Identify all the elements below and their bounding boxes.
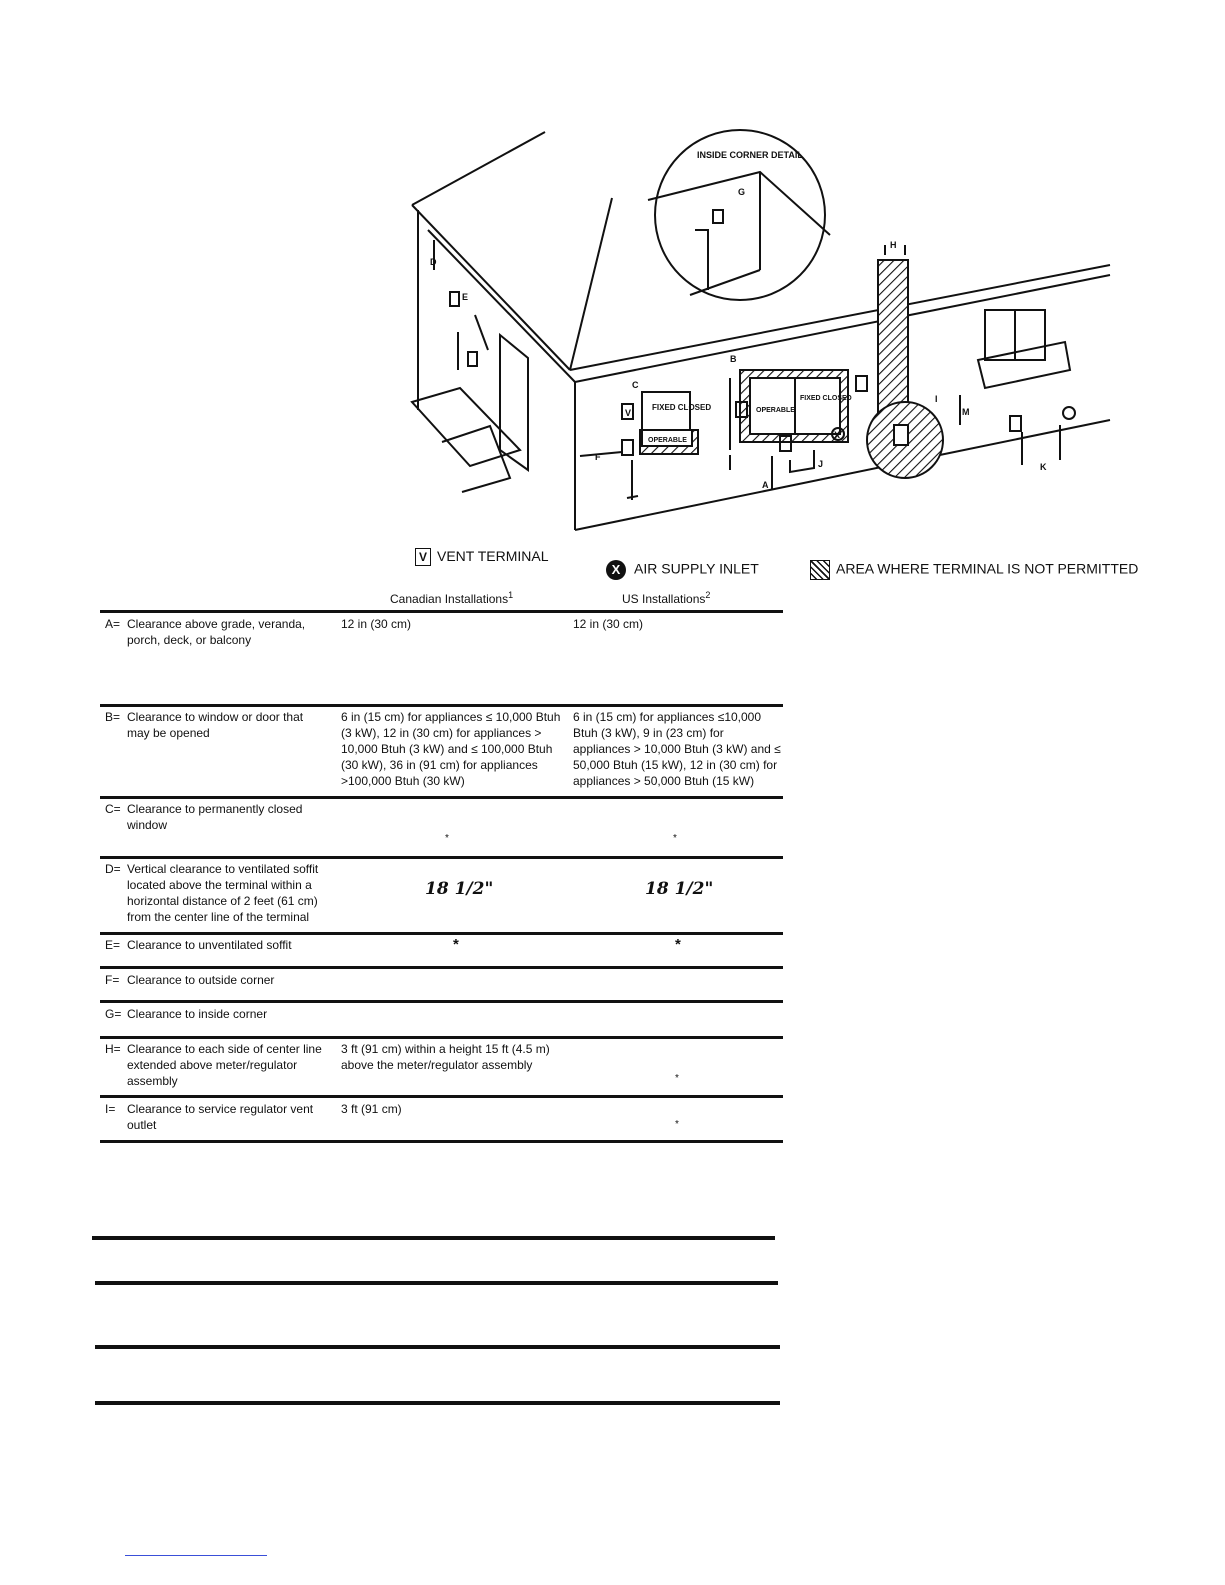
row-key: H= <box>105 1042 121 1056</box>
row-label: Clearance to inside corner <box>127 1007 268 1021</box>
row-label: Clearance to outside corner <box>127 973 275 987</box>
dim-d: D <box>430 257 437 267</box>
canadian-value: * <box>453 936 459 953</box>
operable-label-2: OPERABLE <box>756 407 795 414</box>
us-value: * <box>675 1073 679 1084</box>
row-label: Clearance to unventilated soffit <box>127 938 292 952</box>
vent-terminal-icon: V <box>415 548 431 566</box>
canadian-header-text: Canadian Installations <box>390 592 509 606</box>
row-key: I= <box>105 1102 116 1116</box>
dim-e: E <box>462 292 469 302</box>
row-label: Clearance above grade, veranda, porch, deck, or balcony <box>127 617 306 647</box>
table-rule <box>100 856 783 859</box>
footnote-separator <box>125 1555 267 1556</box>
us-value: * <box>675 1119 679 1130</box>
us-value: 6 in (15 cm) for appliances ≤10,000 Btuh (3 kW), 9 in (23 cm) for appliances > 10,000 Btuh (3 kW) and ≤ 50,000 Btuh (15 kW), 12 in (30 cm) for appliances > 50,000 Btuh (15 kW) <box>573 710 781 788</box>
vent-terminal-label: VENT TERMINAL <box>437 548 549 564</box>
blank-rule <box>95 1281 778 1285</box>
us-value: 12 in (30 cm) <box>573 617 644 631</box>
blank-rule <box>95 1401 780 1405</box>
fixed-closed-label-2: FIXED CLOSED <box>800 395 852 402</box>
us-header-text: US Installations <box>622 592 706 606</box>
row-key: B= <box>105 710 121 724</box>
dim-j: J <box>818 459 824 469</box>
table-rule <box>100 932 783 935</box>
blank-rule <box>92 1236 775 1240</box>
row-key: D= <box>105 862 121 876</box>
canadian-value: 3 ft (91 cm) within a height 15 ft (4.5 m) above the meter/regulator assembly <box>341 1042 550 1072</box>
us-column-header <box>622 590 710 606</box>
row-label: Clearance to each side of center line extended above meter/regulator assembly <box>127 1042 322 1088</box>
canadian-value: * <box>445 833 449 844</box>
row-label: Clearance to permanently closed window <box>127 802 303 832</box>
air-supply-inlet-icon: X <box>606 560 626 580</box>
table-rule <box>100 704 783 707</box>
us-value: 18 1/2" <box>645 879 714 899</box>
not-permitted-label: AREA WHERE TERMINAL IS NOT PERMITTED <box>836 560 1139 577</box>
legend-vent-terminal <box>415 548 549 566</box>
blank-rule <box>95 1345 780 1349</box>
hatched-area-icon <box>810 560 830 580</box>
table-rule <box>100 796 783 799</box>
row-key: C= <box>105 802 121 816</box>
dim-a: A <box>762 480 769 490</box>
dim-m: M <box>962 407 970 417</box>
canadian-value: 18 1/2" <box>425 879 494 899</box>
dim-f: F <box>595 452 601 462</box>
us-value: * <box>673 833 677 844</box>
air-supply-inlet-label: AIR SUPPLY INLET <box>634 560 759 577</box>
dim-i: I <box>935 394 938 404</box>
canadian-value: 6 in (15 cm) for appliances ≤ 10,000 Btuh (3 kW), 12 in (30 cm) for appliances > 10,000 Btuh (3 kW) and ≤ 100,000 Btuh (30 kW), 36 in (91 cm) for appliances >100,000 Btuh (30 kW) <box>341 710 561 788</box>
house-illustration <box>400 120 1130 540</box>
canadian-footnote-mark: 1 <box>508 590 514 600</box>
row-key: G= <box>105 1007 122 1021</box>
us-footnote-mark: 2 <box>705 590 711 600</box>
dim-k: K <box>1040 462 1047 472</box>
table-rule <box>100 966 783 969</box>
dim-h: H <box>890 240 897 250</box>
vent-clearance-diagram <box>400 120 1130 540</box>
dim-g: G <box>738 187 746 197</box>
legend-not-permitted <box>810 560 1138 580</box>
v-marker: V <box>625 408 632 418</box>
fixed-closed-label: FIXED CLOSED <box>652 403 712 412</box>
table-rule <box>100 1000 783 1003</box>
x-marker: X <box>834 430 841 440</box>
row-key: E= <box>105 938 121 952</box>
canadian-value: 3 ft (91 cm) <box>341 1102 402 1116</box>
table-rule <box>100 1140 783 1143</box>
table-rule <box>100 1095 783 1098</box>
row-key: A= <box>105 617 121 631</box>
table-rule <box>100 1036 783 1039</box>
row-label: Clearance to service regulator vent outlet <box>127 1102 314 1132</box>
us-value: * <box>675 936 681 953</box>
row-label: Clearance to window or door that may be opened <box>127 710 304 740</box>
dim-b: B <box>730 354 737 364</box>
row-key: F= <box>105 973 120 987</box>
table-rule <box>100 610 783 613</box>
row-label: Vertical clearance to ventilated soffit located above the terminal within a horizontal distance of 2 feet (61 cm) from the center line of the terminal <box>127 862 319 924</box>
dim-c: C <box>632 380 639 390</box>
canadian-column-header <box>390 590 513 606</box>
canadian-value: 12 in (30 cm) <box>341 617 412 631</box>
legend-air-supply-inlet <box>606 560 759 580</box>
operable-label: OPERABLE <box>648 437 687 444</box>
inset-title: INSIDE CORNER DETAIL <box>697 150 803 160</box>
